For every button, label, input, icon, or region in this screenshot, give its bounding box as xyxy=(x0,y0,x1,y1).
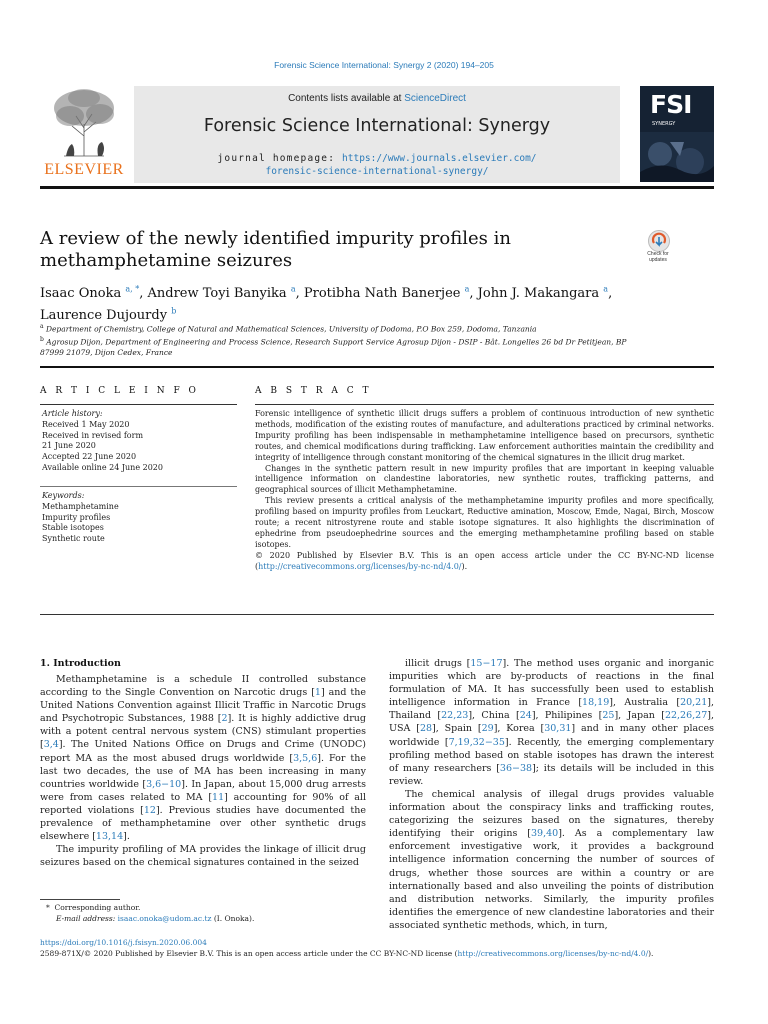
citation-link[interactable]: 24 xyxy=(519,710,532,722)
author-separator: , xyxy=(469,286,478,302)
author-list xyxy=(40,281,640,324)
citation-link[interactable]: 7,19,32−35 xyxy=(448,736,505,748)
abstract-heading: A B S T R A C T xyxy=(255,386,372,396)
author-name: John J. Makangara xyxy=(477,286,600,302)
body-text: ]. xyxy=(123,831,130,843)
abstract-body xyxy=(255,409,714,573)
affiliation-text: Department of Chemistry, College of Natural and Mathematical Sciences, University of Dodoma, P.O Box 259, Dodoma, Tanzania xyxy=(45,324,537,334)
issn-line xyxy=(40,949,653,958)
author-separator: , xyxy=(295,286,304,302)
section-heading-introduction: 1. Introduction xyxy=(40,658,121,669)
body-text: ]. As a complementary law enforcement investigative work, it provides a background intelligence information concerning the number of sources of drugs, whether those sources are within a country or are internationally based and also unveiling the points of distribution and distribution networks. Similarly, the impurity profiles identifies the emergence of new clandestine laboratories and their associated synthetic methods, which, in turn, xyxy=(389,828,714,931)
citation-link[interactable]: 28 xyxy=(419,723,433,735)
issn-text: 2589-871X/© 2020 Published by Elsevier B.V. This is an open access article under the CC BY-NC-ND license ( xyxy=(40,949,458,958)
abstract-paragraph: Changes in the synthetic pattern result in new impurity profiles that are important in keeping valuable intelligence information on clandestine laboratories, new synthetic routes, trafficking patterns, and geographical sources of illicit Methamphetamine. xyxy=(255,463,714,495)
citation-link[interactable]: 30,31 xyxy=(544,723,572,735)
journal-homepage xyxy=(134,152,620,178)
footnote-rule xyxy=(40,899,120,900)
body-text: ], China [ xyxy=(468,710,520,722)
citation-link[interactable]: 36−38 xyxy=(499,762,533,774)
keyword: Synthetic route xyxy=(42,534,105,544)
contents-prefix: Contents lists available at xyxy=(288,93,405,104)
citation-link[interactable]: 39,40 xyxy=(531,828,559,840)
body-text: ]. For the last two decades, the use of MA has been increasing in many countries worldwide [ xyxy=(40,752,366,790)
email-owner: (I. Onoka). xyxy=(213,913,255,923)
body-text: The chemical analysis of illegal drugs provides valuable information about the conspiracy links and trafficking routes, categorizing the seizures based on the signatures, thereby identifying their origins [ xyxy=(389,788,714,840)
check-updates-icon xyxy=(648,230,670,252)
history-item: Received in revised form xyxy=(42,430,144,440)
body-text: Methamphetamine is a schedule II controlled substance according to the Single Convention on Narcotic drugs [ xyxy=(40,674,366,699)
body-text: ] accounting for 90% of all reported violations [ xyxy=(40,791,366,816)
contents-line xyxy=(134,93,620,104)
homepage-label: journal homepage: xyxy=(217,153,343,164)
abstract-paragraph: This review presents a critical analysis of the methamphetamine impurity profiles and more specifically, profiling based on impurity profiles from Leuckart, Reductive amination, Moscow, Emde, Nagai, Birch, Moscow route; a recent nitrostyrene route and stable isotope signatures. It also highlights the discrimination of ephedrine from pseudoephedrine sources and the emerging methamphetamine profiling based on stable isotopes. xyxy=(255,496,714,549)
license-link[interactable]: http://creativecommons.org/licenses/by-nc-nd/4.0/ xyxy=(258,561,462,571)
citation-link[interactable]: 22,26,27 xyxy=(664,710,708,722)
keyword: Methamphetamine xyxy=(42,501,119,511)
citation-link[interactable]: 13,14 xyxy=(95,831,124,843)
body-text: ], Spain [ xyxy=(432,723,482,735)
author xyxy=(304,286,478,301)
author-name: Andrew Toyi Banyika xyxy=(147,286,287,302)
body-paragraph xyxy=(40,673,366,843)
citation-link[interactable]: 29 xyxy=(481,723,494,735)
body-text: ]. Previous studies have documented the prevalence of methamphetamine over other synthetic drugs elsewhere [ xyxy=(40,804,366,843)
homepage-url-part2[interactable]: forensic-science-international-synergy/ xyxy=(265,166,489,177)
issn-license-link[interactable]: http://creativecommons.org/licenses/by-nc-nd/4.0/ xyxy=(457,949,649,958)
citation-link[interactable]: 11 xyxy=(212,791,225,803)
author-separator: , xyxy=(608,286,613,302)
body-text: ]; its details will be included in this review. xyxy=(389,762,714,787)
elsevier-wordmark: ELSEVIER xyxy=(44,161,124,178)
footnote xyxy=(46,903,366,924)
body-text: ], USA [ xyxy=(389,710,714,735)
body-text: ]. Recently, the emerging complementary profiling method based on stable isotopes has drawn the interest of many researchers [ xyxy=(389,736,714,774)
cover-subtitle: SYNERGY xyxy=(652,121,676,127)
article-info-heading: A R T I C L E I N F O xyxy=(40,386,199,396)
header-rule xyxy=(40,186,714,189)
citation-link[interactable]: 18,19 xyxy=(582,697,610,709)
email-label: E-mail address: xyxy=(56,913,116,923)
check-updates-line1: Check for xyxy=(647,251,669,257)
body-text: ], Korea [ xyxy=(493,723,545,735)
body-paragraph xyxy=(40,843,366,869)
affiliations xyxy=(40,322,630,359)
citation-link[interactable]: 25 xyxy=(602,710,615,722)
keyword: Impurity profiles xyxy=(42,512,111,522)
citation-link[interactable]: 2 xyxy=(221,713,228,725)
author-separator: , xyxy=(139,286,148,302)
cover-art-icon xyxy=(640,132,714,182)
license-text: © 2020 Published by Elsevier B.V. This is an open access article under the CC BY-NC-ND license ( xyxy=(255,550,714,571)
article-info-divider xyxy=(40,486,237,487)
abstract-bottom-rule xyxy=(40,614,714,615)
citation-link[interactable]: 15−17 xyxy=(470,658,503,669)
author-name: Isaac Onoka xyxy=(40,286,122,302)
section-rule xyxy=(40,366,714,368)
abstract-rule xyxy=(255,404,714,405)
author-affiliation-mark[interactable]: b xyxy=(171,306,177,316)
history-item: Accepted 22 June 2020 xyxy=(42,452,137,462)
license-end: ). xyxy=(461,561,468,571)
doi-link[interactable]: https://doi.org/10.1016/j.fsisyn.2020.06.004 xyxy=(40,938,207,947)
article-info-rule xyxy=(40,404,237,405)
history-item: 21 June 2020 xyxy=(42,441,96,451)
journal-banner xyxy=(134,86,620,183)
homepage-url-part1[interactable]: https://www.journals.elsevier.com/ xyxy=(342,153,537,164)
citation-link[interactable]: 3,4 xyxy=(43,739,59,751)
elsevier-tree-icon xyxy=(46,86,122,158)
body-text: ], Japan [ xyxy=(614,710,665,722)
author-affiliation-mark[interactable]: a, * xyxy=(125,285,140,294)
body-paragraph xyxy=(389,657,714,788)
journal-reference[interactable]: Forensic Science International: Synergy 2 (2020) 194–205 xyxy=(274,60,494,70)
body-text: ] and the United Nations Convention against Illicit Traffic in Narcotic Drugs and Psychotropic Substances, 1988 [ xyxy=(40,687,366,725)
body-text: ]. The method uses organic and inorganic impurities which are by-products of reactions in the final formulation of MA. It has successfully been used to establish intelligence information in France [ xyxy=(389,658,714,709)
check-updates-text xyxy=(640,251,676,263)
author-affiliation-mark[interactable]: a xyxy=(603,285,609,294)
body-text: illicit drugs [ xyxy=(405,658,471,669)
journal-cover[interactable] xyxy=(640,86,714,182)
author-affiliation-mark[interactable]: a xyxy=(464,285,470,294)
body-text: ]. It is highly addictive drug with a potent central nervous system (CNS) stimulant properties [ xyxy=(40,713,366,751)
check-updates-line2: updates xyxy=(649,257,667,263)
citation-link[interactable]: 3,5,6 xyxy=(293,752,318,764)
check-for-updates-badge[interactable] xyxy=(640,230,676,266)
author xyxy=(478,286,613,301)
affiliation-mark: b xyxy=(40,336,44,343)
body-text: The impurity profiling of MA provides the linkage of illicit drug seizures based on the chemical signatures contained in the seized xyxy=(40,844,366,869)
body-text: ], Philipines [ xyxy=(531,710,603,722)
affiliation-b xyxy=(40,335,630,359)
author-affiliation-mark[interactable]: a xyxy=(290,285,296,294)
body-column-left xyxy=(40,673,366,869)
author-name: Protibha Nath Banerjee xyxy=(303,286,461,302)
keyword: Stable isotopes xyxy=(42,523,104,533)
affiliation-a xyxy=(40,322,630,335)
history-label: Article history: xyxy=(42,409,103,418)
sciencedirect-link[interactable]: ScienceDirect xyxy=(404,93,466,104)
body-text: ], Australia [ xyxy=(609,697,681,709)
abstract-license xyxy=(255,551,714,573)
author-name: Laurence Dujourdy xyxy=(40,307,168,323)
history-item: Available online 24 June 2020 xyxy=(42,462,163,472)
affiliation-text: Agrosup Dijon, Department of Engineering and Process Science, Research Support Service Agrosup Dijon - DSIP - Bât. Longelles 26 bd Dr Petitjean, BP 87999 21079, Dijon Cedex, France xyxy=(40,337,627,357)
history-item: Received 1 May 2020 xyxy=(42,419,130,429)
email-link[interactable]: isaac.onoka@udom.ac.tz xyxy=(117,913,212,923)
article-history xyxy=(42,409,237,474)
issn-end: ). xyxy=(648,949,654,958)
author xyxy=(147,286,303,301)
elsevier-logo[interactable] xyxy=(40,86,128,182)
body-text: ], Thailand [ xyxy=(389,697,715,722)
cover-acronym: FSI xyxy=(650,90,692,119)
title-line-1: A review of the newly identified impurity profiles in xyxy=(40,228,511,249)
body-text: ] and in many other places worldwide [ xyxy=(389,723,714,748)
citation-link[interactable]: 12 xyxy=(143,804,156,816)
footnote-text: Corresponding author. xyxy=(54,903,141,912)
author xyxy=(40,308,176,323)
body-column-right xyxy=(389,657,714,932)
body-text: ]. The United Nations Office on Drugs and Crime (UNODC) report MA as the most abused drugs worldwide [ xyxy=(40,739,366,764)
email-note xyxy=(46,914,366,925)
corresponding-author-note xyxy=(46,903,366,914)
citation-link[interactable]: 3,6−10 xyxy=(146,778,182,790)
author xyxy=(40,286,147,301)
abstract-paragraph: Forensic intelligence of synthetic illicit drugs suffers a problem of continuous introduction of new synthetic methods, modification of the existing routes of manufacture, and adulterations practiced by criminal networks. Impurity profiling has been indispensable in methamphetamine intelligence based on precursors, synthetic routes, and chemical modifications during trafficking. Law enforcement authorities maintain the credibility and integrity of intelligence through constant monitoring of the chemical signatures in the illicit drug market. xyxy=(255,409,714,462)
keywords xyxy=(42,491,237,545)
affiliation-mark: a xyxy=(40,323,44,330)
citation-link[interactable]: 20,21 xyxy=(680,697,708,709)
body-text: ]. In Japan, about 15,000 drug arrests were from cases related to MA [ xyxy=(40,778,366,803)
citation-link[interactable]: 1 xyxy=(314,687,321,699)
footnote-mark: * xyxy=(46,903,50,912)
title-line-2: methamphetamine seizures xyxy=(40,250,293,271)
citation-link[interactable]: 22,23 xyxy=(441,710,469,722)
body-paragraph xyxy=(389,788,714,932)
keywords-label: Keywords: xyxy=(42,491,85,500)
article-title xyxy=(40,228,560,272)
journal-title: Forensic Science International: Synergy xyxy=(203,116,551,136)
